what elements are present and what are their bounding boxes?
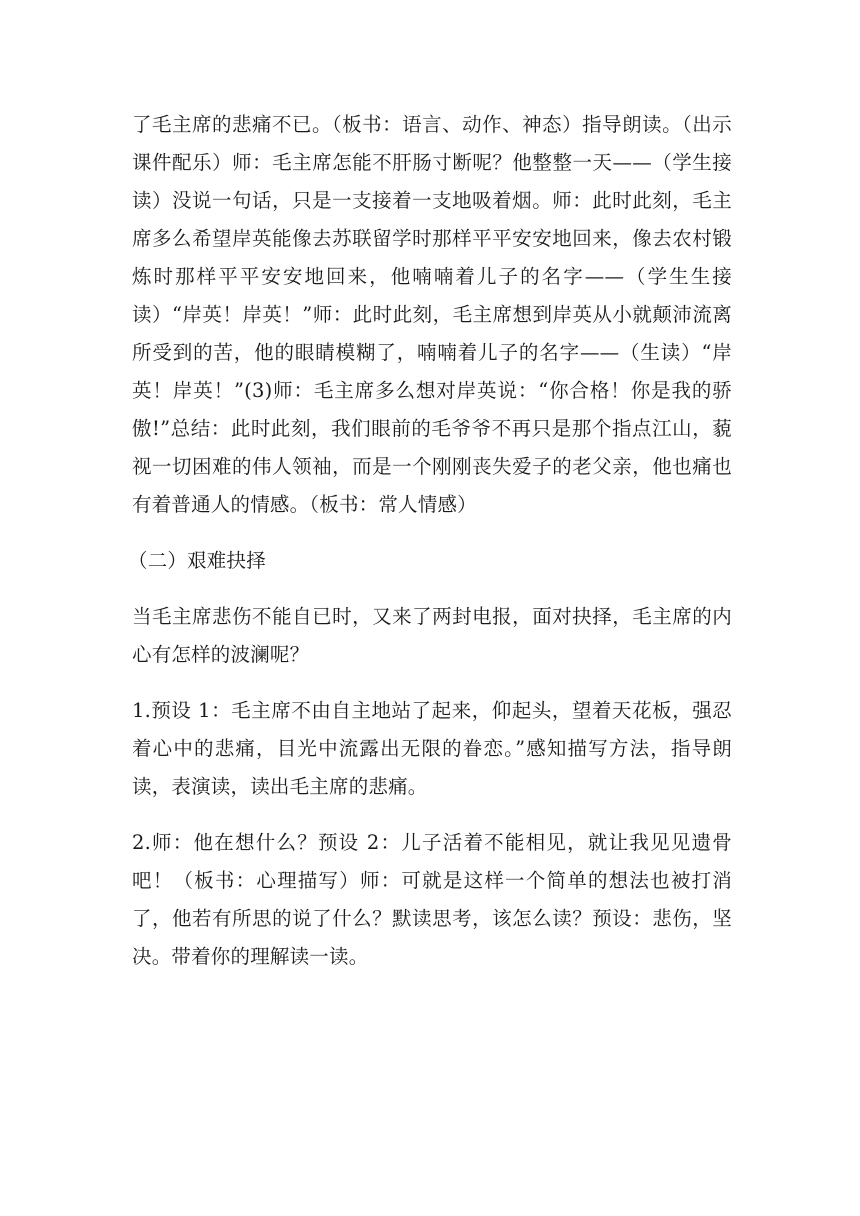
paragraph-preset-2: 2.师：他在想什么？预设 2：儿子活着不能相见，就让我见见遗骨吧！（板书：心理描写）师：可就是这样一个简单的想法也被打消了，他若有所思的说了什么？默读思考，该怎么读？预设：悲伤，坚决。带着你的理解读一读。 xyxy=(132,831,732,968)
section-heading-difficult-choice: （二）艰难抉择 xyxy=(128,549,266,572)
paragraph-reading-guidance: 了毛主席的悲痛不已。（板书：语言、动作、神态）指导朗读。（出示课件配乐）师：毛主席怎能不肝肠寸断呢？他整整一天——（学生接读）没说一句话，只是一支接着一支地吸着烟。师：此时此刻，毛主席多么希望岸英能像去苏联留学时那样平平安安地回来，像去农村锻炼时那样平平安安地回来，他喃喃着儿子的名字——（学生生接读）“岸英！岸英！”师：此时此刻，毛主席想到岸英从小就颠沛流离所受到的苦，他的眼睛模糊了，喃喃着儿子的名字——（生读）“岸英！岸英！”(3)师：毛主席多么想对岸英说：“你合格！你是我的骄傲!”总结：此时此刻，我们眼前的毛爷爷不再只是那个指点江山，藐视一切困难的伟人领袖，而是一个刚刚丧失爱子的老父亲，他也痛也有着普通人的情感。（板书：常人情感） xyxy=(132,113,732,516)
document-page xyxy=(128,106,732,976)
paragraph-preset-1: 1.预设 1：毛主席不由自主地站了起来，仰起头，望着天花板，强忍着心中的悲痛，目光中流露出无限的眷恋。”感知描写方法，指导朗读，表演读，读出毛主席的悲痛。 xyxy=(132,699,732,798)
paragraph-telegram-question: 当毛主席悲伤不能自已时，又来了两封电报，面对抉择，毛主席的内心有怎样的波澜呢？ xyxy=(132,605,732,666)
